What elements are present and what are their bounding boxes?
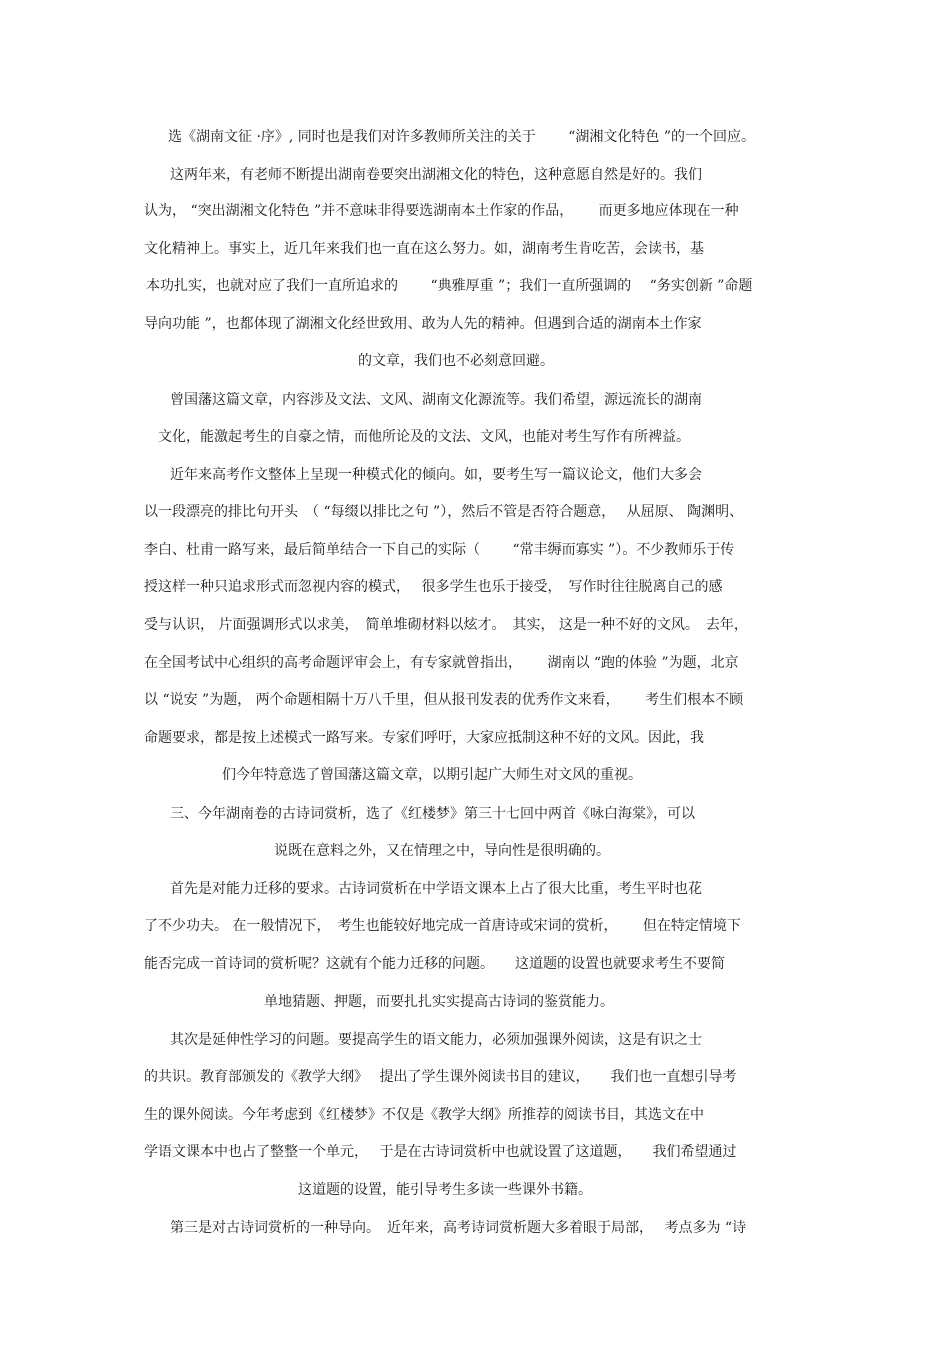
text-line: 学语文课本中也占了整整一个单元， 于是在古诗词赏析中也就设置了这道题， 我们希望通过 — [144, 1144, 737, 1160]
text-line: 李白、杜甫一路写来，最后简单结合一下自己的实际（ “常丰缛而寡实 ”）。不少教师乐于传 — [144, 542, 735, 558]
text-line: 生的课外阅读。今年考虑到《红楼梦》不仅是《教学大纲》所推荐的阅读书目，其选文在中 — [144, 1107, 704, 1123]
text-line: 认为， “突出湖湘文化特色 ”并不意味非得要选湖南本土作家的作品， 而更多地应体现在一种 — [144, 203, 739, 219]
text-line: 文化精神上。事实上，近几年来我们也一直在这么努力。如，湖南考生肯吃苦，会读书，基 — [144, 241, 704, 257]
text-line: 三、今年湖南卷的古诗词赏析，选了《红楼梦》第三十七回中两首《咏白海棠》，可以 — [170, 806, 695, 822]
text-line: 以一段漂亮的排比句开头 （ “每缀以排比之句 ”），然后不管是否符合题意， 从屈原、 陶渊明、 — [144, 504, 744, 520]
text-line: 本功扎实，也就对应了我们一直所追求的 “典雅厚重 ”；我们一直所强调的 “务实创新 ”命题 — [146, 278, 753, 294]
text-line: 其次是延伸性学习的问题。要提高学生的语文能力，必须加强课外阅读，这是有识之士 — [170, 1032, 702, 1048]
text-line: 的文章，我们也不必刻意回避。 — [358, 353, 554, 369]
text-line: 们今年特意选了曾国藩这篇文章，以期引起广大师生对文风的重视。 — [222, 767, 642, 783]
text-line: 了不少功夫。 在一般情况下， 考生也能较好地完成一首唐诗或宋词的赏析， 但在特定情境下 — [144, 918, 741, 934]
text-line: 近年来高考作文整体上呈现一种模式化的倾向。如，要考生写一篇议论文，他们大多会 — [170, 467, 702, 483]
text-line: 以 “说安 ”为题， 两个命题相隔十万八千里，但从报刊发表的优秀作文来看， 考生们根本不顾 — [144, 692, 744, 708]
text-line: 在全国考试中心组织的高考命题评审会上，有专家就曾指出， 湖南以 “跑的体验 ”为题，北京 — [144, 655, 739, 671]
text-line: 曾国藩这篇文章，内容涉及文法、文风、湖南文化源流等。我们希望，源远流长的湖南 — [170, 392, 702, 408]
text-line: 能否完成一首诗词的赏析呢？这就有个能力迁移的问题。 这道题的设置也就要求考生不要简 — [144, 956, 725, 972]
text-line: 第三是对古诗词赏析的一种导向。 近年来，高考诗词赏析题大多着眼于局部， 考点多为 “诗 — [170, 1220, 747, 1236]
text-line: 文化，能激起考生的自豪之情，而他所论及的文法、文风，也能对考生写作有所裨益。 — [158, 429, 690, 445]
text-line: 说既在意料之外，又在情理之中，导向性是很明确的。 — [274, 843, 610, 859]
text-line: 这道题的设置，能引导考生多读一些课外书籍。 — [298, 1182, 592, 1198]
text-line: 导向功能 ”，也都体现了湖湘文化经世致用、敢为人先的精神。但遇到合适的湖南本土作家 — [144, 316, 702, 332]
text-line: 受与认识， 片面强调形式以求美， 简单堆砌材料以炫才。 其实， 这是一种不好的文风。 去年， — [144, 617, 748, 633]
text-line: 选《湖南文征 ·序》, 同时也是我们对许多教师所关注的关于 “湖湘文化特色 ”的一个回应。 — [168, 129, 756, 145]
text-line: 这两年来，有老师不断提出湖南卷要突出湖湘文化的特色，这种意愿自然是好的。我们 — [170, 167, 702, 183]
text-line: 首先是对能力迁移的要求。古诗词赏析在中学语文课本上占了很大比重，考生平时也花 — [170, 881, 702, 897]
text-line: 的共识。教育部颁发的《教学大纲》 提出了学生课外阅读书目的建议， 我们也一直想引导考 — [144, 1069, 737, 1085]
text-line: 命题要求，都是按上述模式一路写来。专家们呼吁，大家应抵制这种不好的文风。因此，我 — [144, 730, 704, 746]
text-line: 授这样一种只追求形式而忽视内容的模式， 很多学生也乐于接受， 写作时往往脱离自己的感 — [144, 579, 723, 595]
text-line: 单地猜题、押题，而要扎扎实实提高古诗词的鉴赏能力。 — [264, 994, 614, 1010]
